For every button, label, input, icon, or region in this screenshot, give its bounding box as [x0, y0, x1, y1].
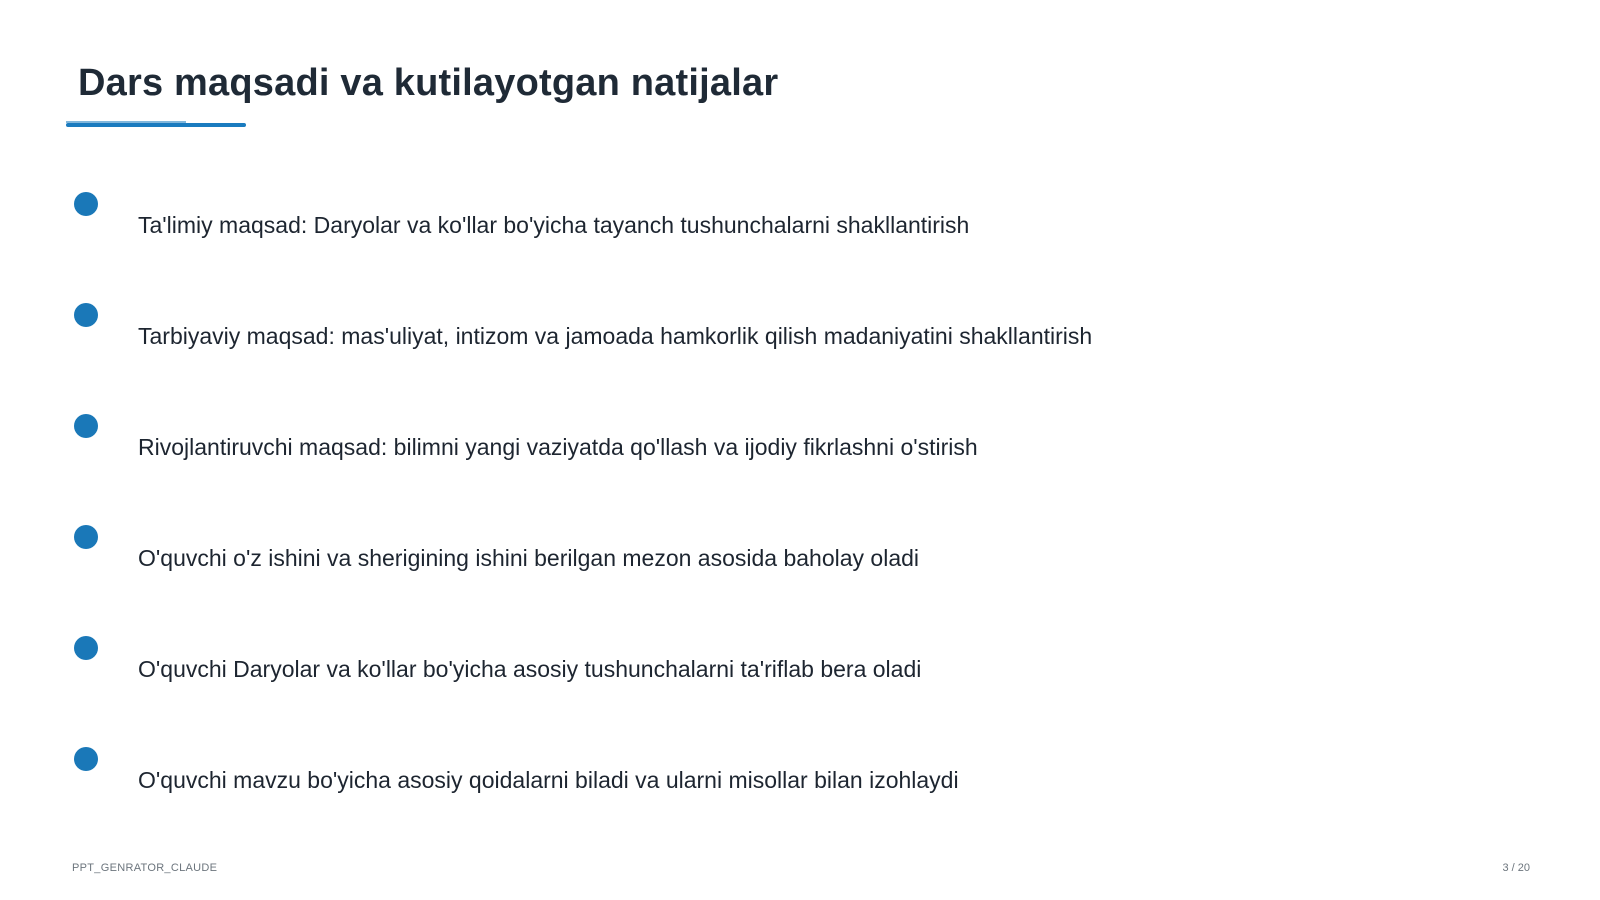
objective-item	[0, 525, 1600, 585]
objective-text: Tarbiyaviy maqsad: mas'uliyat, intizom va jamoada hamkorlik qilish madaniyatini shakllantirish	[138, 323, 1093, 349]
circle-bullet-icon	[74, 414, 98, 438]
page-number: 3 / 20	[1502, 862, 1530, 874]
circle-bullet-icon	[74, 747, 98, 771]
objective-item	[0, 636, 1600, 696]
objective-text: O'quvchi o'z ishini va sherigining ishini berilgan mezon asosida baholay oladi	[138, 545, 920, 571]
circle-bullet-icon	[74, 636, 98, 660]
circle-bullet-icon	[74, 525, 98, 549]
objective-text: Ta'limiy maqsad: Daryolar va ko'llar bo'yicha tayanch tushunchalarni shakllantirish	[138, 212, 970, 238]
objective-text: Rivojlantiruvchi maqsad: bilimni yangi vaziyatda qo'llash va ijodiy fikrlashni o'stirish	[138, 434, 978, 460]
objective-item	[0, 192, 1600, 252]
circle-bullet-icon	[74, 303, 98, 327]
footer-brand: PPT_GENRATOR_CLAUDE	[72, 862, 218, 874]
slide-title: Dars maqsadi va kutilayotgan natijalar	[78, 62, 779, 104]
objective-item	[0, 747, 1600, 807]
objective-text: O'quvchi mavzu bo'yicha asosiy qoidalarni biladi va ularni misollar bilan izohlaydi	[138, 767, 959, 793]
circle-bullet-icon	[74, 192, 98, 216]
objective-text: O'quvchi Daryolar va ko'llar bo'yicha asosiy tushunchalarni ta'riflab bera oladi	[138, 656, 922, 682]
objective-item	[0, 414, 1600, 474]
objective-item	[0, 303, 1600, 363]
